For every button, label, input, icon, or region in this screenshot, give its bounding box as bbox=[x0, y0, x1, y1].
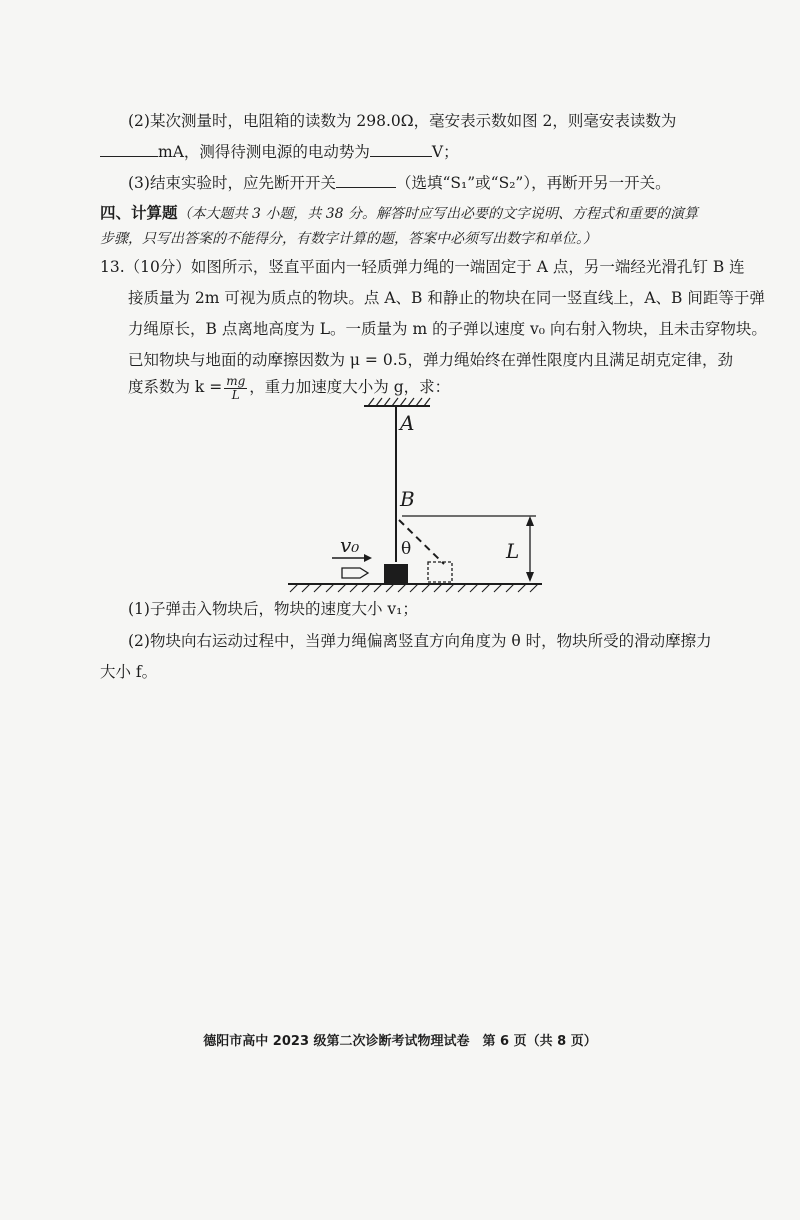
label-l: L bbox=[506, 539, 520, 563]
page-footer: 德阳市高中 2023 级第二次诊断考试物理试卷 第 6 页（共 8 页） bbox=[203, 1034, 597, 1049]
section4-note-1: （本大题共 3 小题，共 38 分。解答时应写出必要的文字说明、方程式和重要的演算 bbox=[177, 206, 699, 222]
q13-line5-pre: 度系数为 k = bbox=[128, 378, 223, 396]
label-v0: v₀ bbox=[340, 533, 360, 557]
q13-line5-post: ，重力加速度大小为 g，求： bbox=[249, 378, 451, 396]
q13-line1: 13.（10分）如图所示，竖直平面内一轻质弹力绳的一端固定于 A 点，另一端经光滑孔钉 B 连 bbox=[100, 258, 745, 276]
k-denominator: L bbox=[231, 387, 240, 402]
q13-line3: 力绳原长，B 点离地高度为 L。一质量为 m 的子弹以速度 v₀ 向右射入物块，且未击穿物块。 bbox=[128, 320, 767, 338]
q12-part3-line bbox=[128, 172, 671, 194]
section4-heading-line bbox=[100, 202, 698, 225]
ceiling-hatch bbox=[368, 398, 430, 406]
q13-line2: 接质量为 2m 可视为质点的物块。点 A、B 和静止的物块在同一竖直线上，A、B 间距等于弹 bbox=[128, 289, 765, 307]
q12-unit-v: V； bbox=[431, 143, 459, 161]
q13-sub2-line2: 大小 f。 bbox=[100, 663, 158, 681]
block bbox=[384, 564, 408, 583]
physics-figure bbox=[280, 392, 550, 604]
q12-part3-post: （选填“S₁”或“S₂”），再断开另一开关。 bbox=[395, 174, 671, 192]
q12-part2-line2 bbox=[100, 141, 459, 163]
label-b: B bbox=[400, 487, 415, 511]
q13-sub2-line1: (2)物块向右运动过程中，当弹力绳偏离竖直方向角度为 θ 时，物块所受的滑动摩擦力 bbox=[128, 632, 712, 650]
q12-unit-ma: mA，测得待测电源的电动势为 bbox=[158, 143, 370, 161]
label-theta: θ bbox=[401, 539, 412, 559]
answer-blank-switch[interactable] bbox=[336, 173, 396, 188]
q13-sub1: (1)子弹击入物块后，物块的速度大小 v₁； bbox=[128, 600, 418, 618]
bullet bbox=[342, 568, 368, 578]
dimension-arrow-bottom bbox=[526, 572, 534, 582]
velocity-arrowhead bbox=[364, 554, 372, 562]
section4-heading: 四、计算题 bbox=[100, 203, 178, 222]
q12-part2-line1: (2)某次测量时，电阻箱的读数为 298.0Ω，毫安表示数如图 2，则毫安表读数为 bbox=[128, 112, 677, 130]
displaced-block-dashed bbox=[428, 562, 452, 582]
q12-part3-pre: (3)结束实验时，应先断开开关 bbox=[128, 174, 336, 192]
answer-blank-ma[interactable] bbox=[100, 142, 158, 157]
label-a: A bbox=[400, 411, 415, 435]
dimension-arrow-top bbox=[526, 516, 534, 526]
section4-note-2: 步骤，只写出答案的不能得分，有数字计算的题，答案中必须写出数字和单位。） bbox=[100, 231, 597, 247]
ground-hatch bbox=[290, 584, 538, 592]
k-fraction bbox=[224, 375, 247, 402]
k-numerator: mg bbox=[226, 373, 246, 388]
q13-line4: 已知物块与地面的动摩擦因数为 μ = 0.5，弹力绳始终在弹性限度内且满足胡克定律，劲 bbox=[128, 351, 733, 369]
answer-blank-v[interactable] bbox=[370, 142, 432, 157]
figure-svg bbox=[280, 392, 550, 604]
